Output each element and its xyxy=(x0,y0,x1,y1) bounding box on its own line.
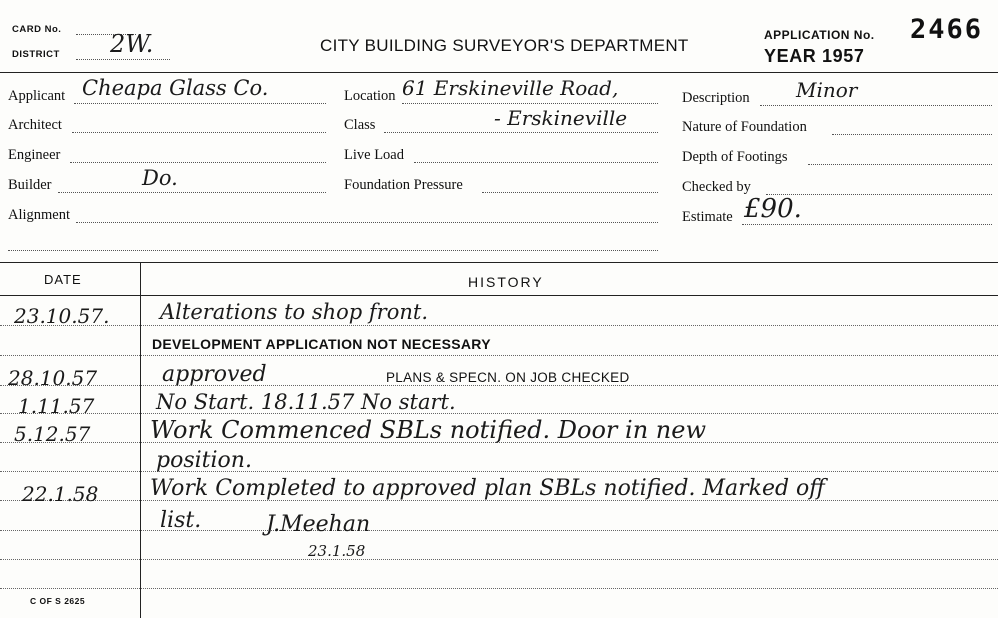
entry-date: 23.10.57. xyxy=(14,304,110,328)
description-dots xyxy=(760,105,992,106)
estimate-value: £90. xyxy=(744,194,802,224)
entry-date: 28.10.57 xyxy=(8,366,98,390)
applicant-label: Applicant xyxy=(8,88,66,104)
estimate-label: Estimate xyxy=(682,209,733,225)
history-header: HISTORY xyxy=(468,274,544,290)
date-column-divider xyxy=(140,262,141,618)
builder-value: Do. xyxy=(142,166,178,190)
nature-of-foundation-dots xyxy=(832,134,992,135)
entry-text: approved xyxy=(162,362,267,387)
date-header: DATE xyxy=(44,272,82,287)
card-no-label: CARD No. xyxy=(12,24,62,35)
ruled-line xyxy=(0,471,998,472)
location-value: 61 Erskineville Road, xyxy=(402,76,619,100)
class-label: Class xyxy=(344,117,376,133)
builder-dots xyxy=(58,192,326,193)
development-stamp: DEVELOPMENT APPLICATION NOT NECESSARY xyxy=(152,336,491,352)
alignment-label: Alignment xyxy=(8,207,71,223)
ruled-line xyxy=(0,413,998,414)
depth-of-footings-label: Depth of Footings xyxy=(682,149,788,165)
architect-dots xyxy=(72,132,326,133)
application-number: 2466 xyxy=(910,14,984,45)
description-value: Minor xyxy=(796,78,858,102)
class-value: - Erskineville xyxy=(494,106,628,130)
entry-date: 1.11.57 xyxy=(18,394,95,418)
plans-checked-stamp: PLANS & SPECN. ON JOB CHECKED xyxy=(386,370,630,385)
location-dots xyxy=(402,103,658,104)
signature-date: 23.1.58 xyxy=(308,542,366,560)
signature: J.Meehan xyxy=(266,512,371,537)
alignment-dots xyxy=(76,222,658,223)
ruled-line xyxy=(0,325,998,326)
header-divider xyxy=(0,72,998,73)
applicant-dots xyxy=(74,103,326,104)
entry-text: Work Completed to approved plan SBLs notified. Marked off xyxy=(150,476,825,501)
architect-label: Architect xyxy=(8,117,62,133)
history-header-rule xyxy=(0,295,998,296)
district-label: DISTRICT xyxy=(12,49,60,60)
district-dots xyxy=(76,59,170,60)
history-top-rule xyxy=(0,262,998,263)
form-code: C OF S 2625 xyxy=(30,596,86,606)
applicant-value: Cheapa Glass Co. xyxy=(82,76,269,100)
blank-line-dots xyxy=(8,250,658,251)
foundation-pressure-label: Foundation Pressure xyxy=(344,177,463,193)
entry-text: No Start. 18.11.57 No start. xyxy=(156,390,456,414)
district-value: 2W. xyxy=(110,30,154,58)
ruled-line xyxy=(0,530,998,531)
ruled-line xyxy=(0,588,998,589)
engineer-dots xyxy=(70,162,326,163)
estimate-dots xyxy=(742,224,992,225)
ruled-line xyxy=(0,355,998,356)
engineer-label: Engineer xyxy=(8,147,61,163)
department-title: CITY BUILDING SURVEYOR'S DEPARTMENT xyxy=(320,36,689,55)
entry-date: 22.1.58 xyxy=(22,482,99,506)
location-label: Location xyxy=(344,88,396,104)
live-load-dots xyxy=(414,162,658,163)
builder-label: Builder xyxy=(8,177,52,193)
entry-text: position. xyxy=(156,448,252,473)
entry-text: Alterations to shop front. xyxy=(160,300,428,324)
depth-of-footings-dots xyxy=(808,164,992,165)
checked-by-label: Checked by xyxy=(682,179,751,195)
foundation-pressure-dots xyxy=(482,192,658,193)
live-load-label: Live Load xyxy=(344,147,404,163)
application-label: APPLICATION No. xyxy=(764,28,875,42)
entry-text: Work Commenced SBLs notified. Door in new xyxy=(150,416,706,444)
entry-date: 5.12.57 xyxy=(14,422,91,446)
ruled-line xyxy=(0,559,998,560)
ruled-line xyxy=(0,385,998,386)
year-label: YEAR 1957 xyxy=(764,46,865,66)
description-label: Description xyxy=(682,90,750,106)
class-dots xyxy=(384,132,658,133)
entry-text: list. xyxy=(160,508,202,533)
nature-of-foundation-label: Nature of Foundation xyxy=(682,119,807,135)
